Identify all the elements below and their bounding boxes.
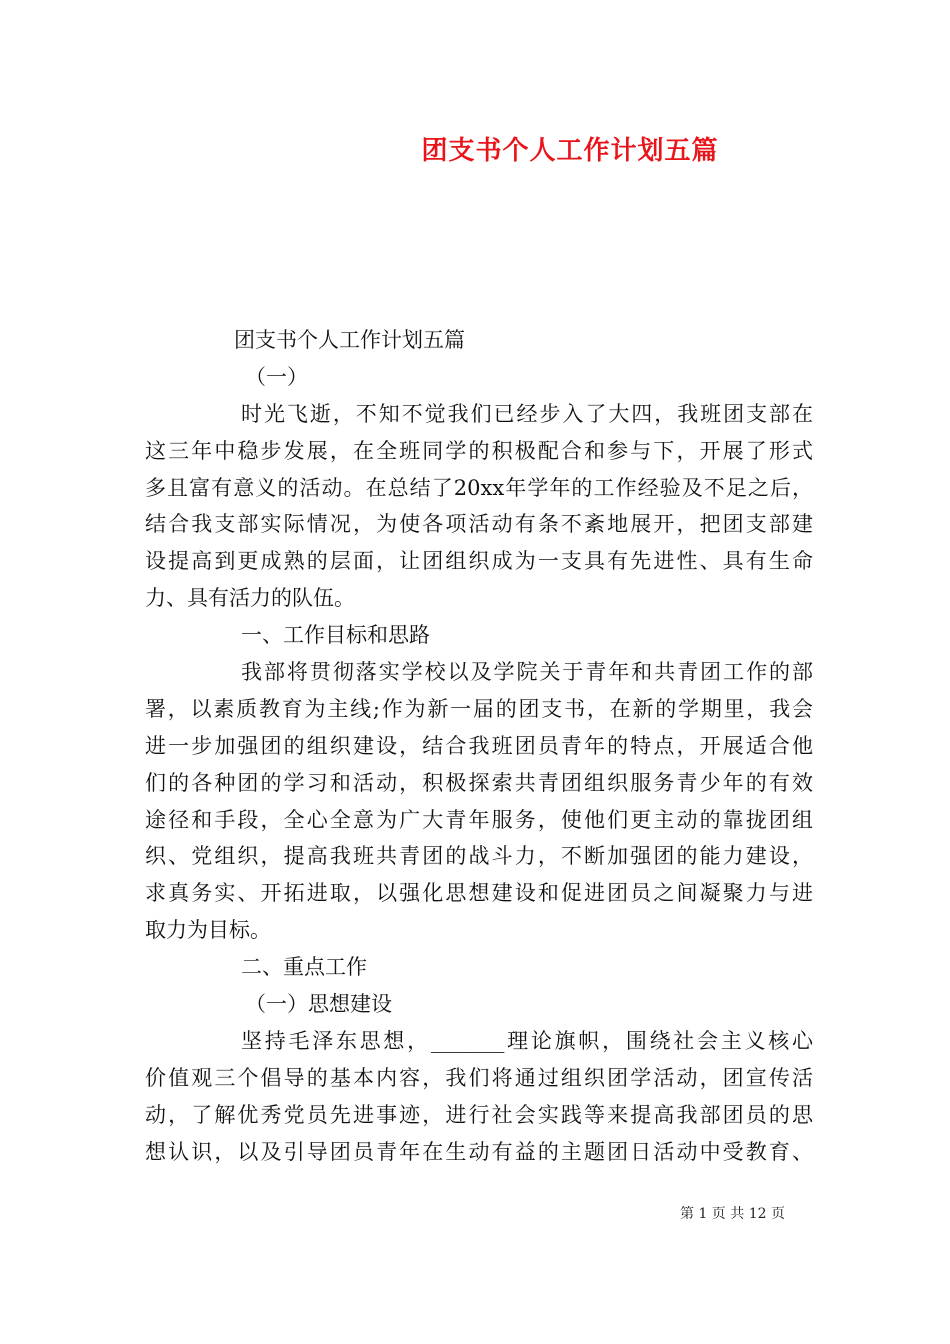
body-line: 力、具有活力的队伍。 <box>145 586 355 611</box>
body-line: 动，了解优秀党员先进事迹，进行社会实践等来提高我部团员的思 <box>145 1102 813 1127</box>
body-line: 求真务实、开拓进取，以强化思想建设和促进团员之间凝聚力与进 <box>145 881 813 906</box>
body-line: 结合我支部实际情况，为使各项活动有条不紊地展开，把团支部建 <box>145 512 813 537</box>
body-line: （一）思想建设 <box>245 992 392 1017</box>
body-line: 二、重点工作 <box>241 955 367 980</box>
body-line: 多且富有意义的活动。在总结了20xx年学年的工作经验及不足之后， <box>145 475 813 500</box>
body-line: 织、党组织，提高我班共青团的战斗力，不断加强团的能力建设， <box>145 844 813 869</box>
body-line: 们的各种团的学习和活动，积极探索共青团组织服务青少年的有效 <box>145 770 813 795</box>
body-line: 想认识，以及引导团员青年在生动有益的主题团日活动中受教育、 <box>145 1139 813 1164</box>
page-number: 第 1 页 共 12 页 <box>680 1206 785 1222</box>
body-line: 途径和手段，全心全意为广大青年服务，使他们更主动的靠拢团组 <box>145 807 813 832</box>
body-line: （一） <box>245 364 308 389</box>
page-footer <box>680 1203 880 1223</box>
body-line: 这三年中稳步发展，在全班同学的积极配合和参与下，开展了形式 <box>145 438 813 463</box>
body-line: 时光飞逝，不知不觉我们已经步入了大四，我班团支部在 <box>241 401 813 426</box>
body-line: 我部将贯彻落实学校以及学院关于青年和共青团工作的部 <box>241 660 813 685</box>
body-line: 取力为目标。 <box>145 918 271 943</box>
body-line: 一、工作目标和思路 <box>241 623 430 648</box>
body-line: 团支书个人工作计划五篇 <box>234 328 465 352</box>
body-line: 价值观三个倡导的基本内容，我们将通过组织团学活动，团宣传活 <box>145 1065 813 1090</box>
body-line: 署，以素质教育为主线;作为新一届的团支书，在新的学期里，我会 <box>145 696 813 721</box>
document-body <box>145 322 813 1170</box>
body-line: 坚持毛泽东思想，_______理论旗帜，围绕社会主义核心 <box>241 1028 813 1053</box>
document-title: 团支书个人工作计划五篇 <box>421 136 719 166</box>
body-line: 设提高到更成熟的层面，让团组织成为一支具有先进性、具有生命 <box>145 549 813 574</box>
body-line: 进一步加强团的组织建设，结合我班团员青年的特点，开展适合他 <box>145 733 813 758</box>
